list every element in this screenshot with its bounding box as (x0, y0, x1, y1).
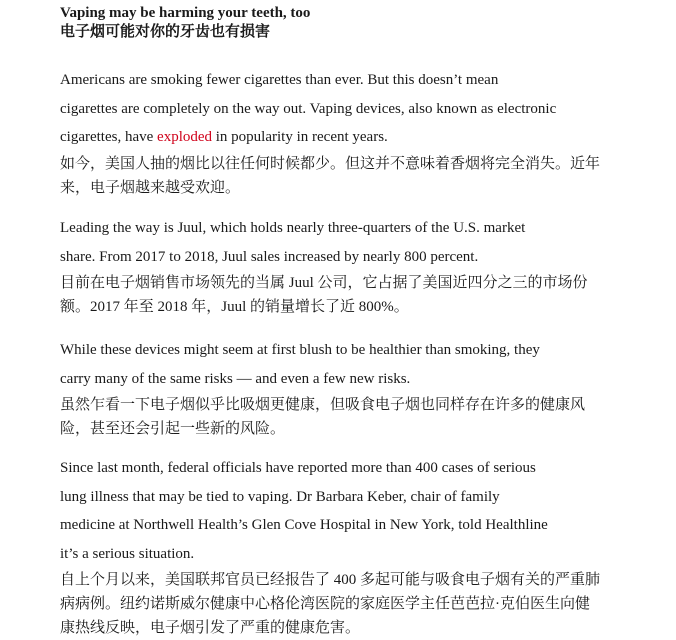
text-line: 如今，美国人抽的烟比以往任何时候都少。但这并不意味着香烟将完全消失。近年 (60, 155, 601, 172)
title-chinese: 电子烟可能对你的牙齿也有损害 (60, 24, 271, 40)
text-line: carry many of the same risks — and even a few new risks. (60, 370, 411, 387)
paragraph-english (60, 66, 660, 152)
text-line: 病病例。纽约诺斯威尔健康中心格伦湾医院的家庭医学主任芭芭拉·克伯医生向健 (60, 596, 590, 612)
text-line: 康热线反映，电子烟引发了严重的健康危害。 (60, 620, 361, 636)
text-line: medicine at Northwell Health’s Glen Cove Hospital in New York, told Healthline (60, 517, 548, 533)
paragraph-chinese (60, 568, 660, 640)
paragraph-english (60, 336, 660, 393)
text-line: 目前在电子烟销售市场领先的当属 Juul 公司，它占据了美国近四分之三的市场份 (60, 275, 588, 291)
text-line: 自上个月以来，美国联邦官员已经报告了 400 多起可能与吸食电子烟有关的严重肺 (60, 572, 601, 588)
text-line (60, 123, 660, 152)
paragraph-english (60, 454, 660, 568)
text-line: Americans are smoking fewer cigarettes than ever. But this doesn’t mean (60, 72, 499, 88)
text-line: lung illness that may be tied to vaping. Dr Barbara Keber, chair of family (60, 488, 500, 505)
highlighted-word: exploded (157, 129, 213, 145)
paragraph-3 (60, 336, 660, 441)
paragraph-chinese (60, 271, 660, 319)
text-line: Leading the way is Juul, which holds nearly three-quarters of the U.S. market (60, 220, 526, 236)
paragraph-chinese (60, 152, 660, 200)
text-run: in popularity in recent years. (212, 129, 388, 145)
text-line: cigarettes are completely on the way out. Vaping devices, also known as electronic (60, 100, 557, 117)
title-english: Vaping may be harming your teeth, too (60, 5, 311, 21)
text-line: 险，甚至还会引起一些新的风险。 (60, 421, 286, 437)
text-run: cigarettes, have (60, 129, 158, 145)
paragraph-1 (60, 66, 660, 200)
text-line: 来，电子烟越来越受欢迎。 (60, 179, 241, 196)
text-line: share. From 2017 to 2018, Juul sales increased by nearly 800 percent. (60, 248, 479, 265)
paragraph-4 (60, 454, 660, 640)
text-line: 虽然乍看一下电子烟似乎比吸烟更健康，但吸食电子烟也同样存在许多的健康风 (60, 397, 586, 413)
paragraph-chinese (60, 393, 660, 441)
paragraph-2 (60, 214, 660, 319)
text-line: it’s a serious situation. (60, 545, 195, 562)
text-line: While these devices might seem at first blush to be healthier than smoking, they (60, 342, 540, 358)
paragraph-english (60, 214, 660, 271)
text-line: Since last month, federal officials have reported more than 400 cases of serious (60, 460, 536, 476)
text-line: 额。2017 年至 2018 年，Juul 的销量增长了近 800%。 (60, 299, 409, 315)
